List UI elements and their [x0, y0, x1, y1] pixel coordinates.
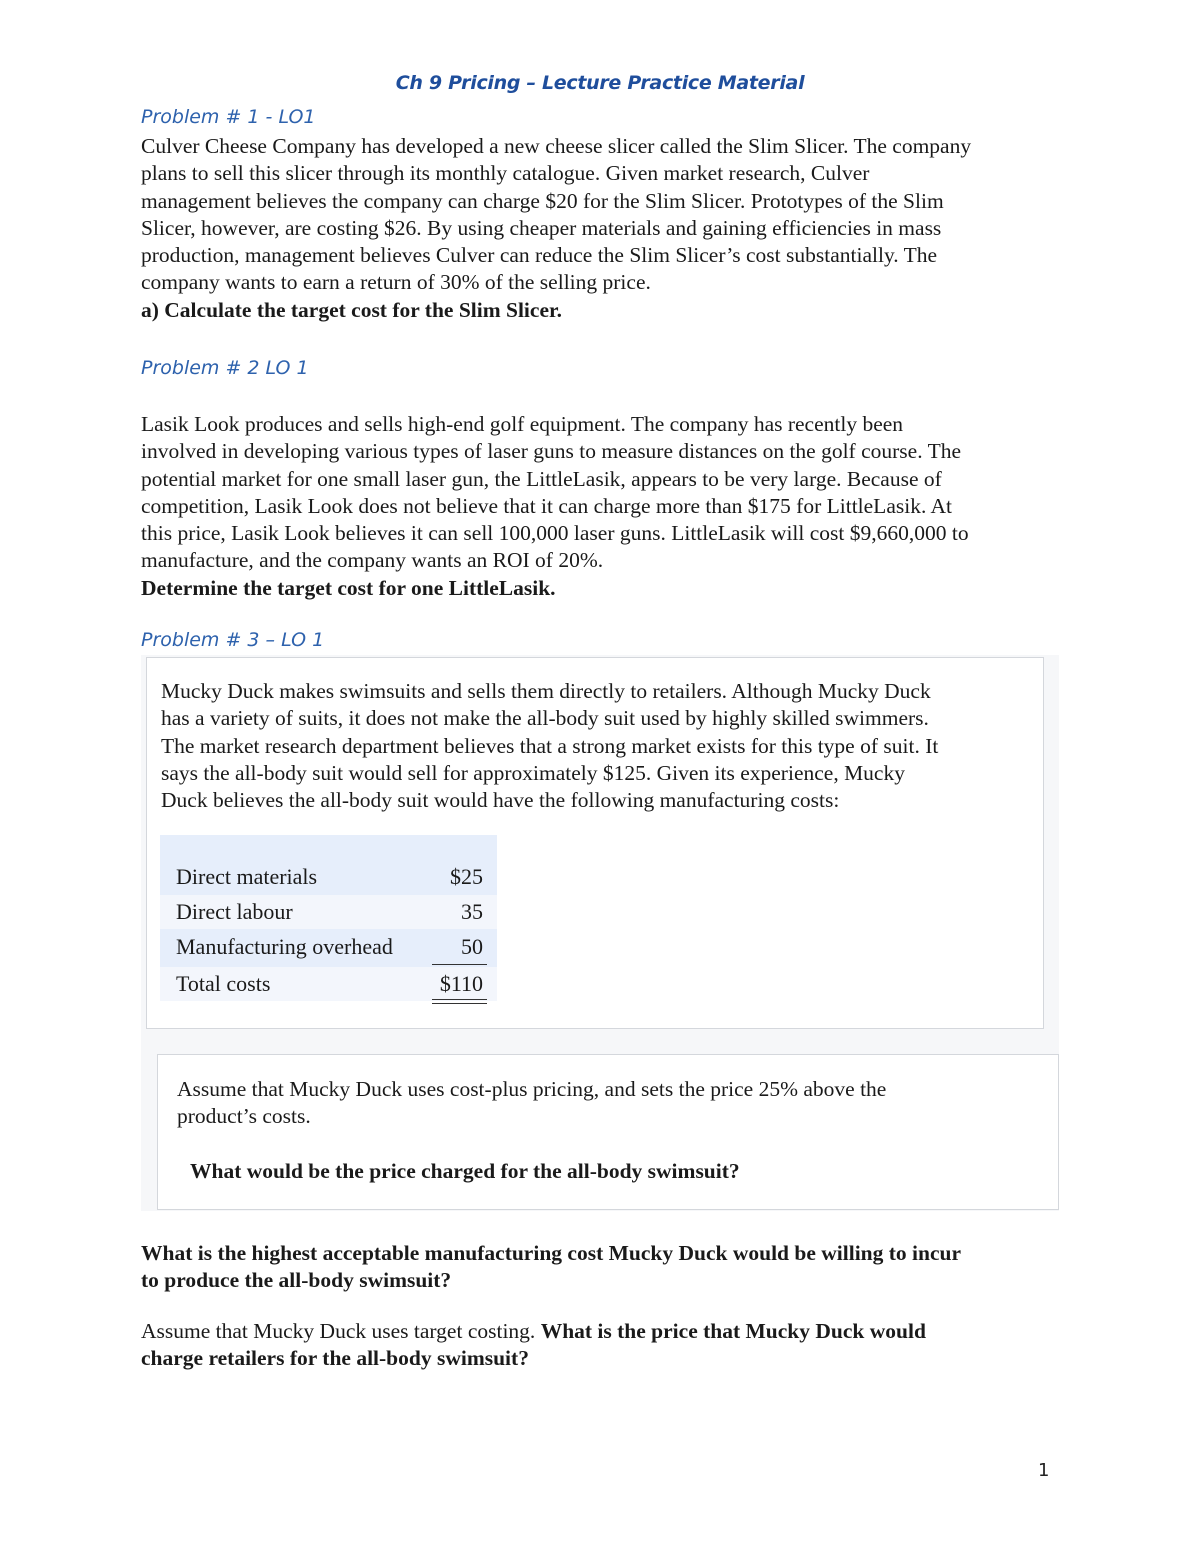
- cost-label: Manufacturing overhead: [176, 934, 393, 959]
- cost-row-manufacturing-overhead: [160, 930, 497, 964]
- cost-plus-line: Assume that Mucky Duck uses cost-plus pricing, and sets the price 25% above the: [177, 1077, 887, 1101]
- problem-1-line: Culver Cheese Company has developed a new cheese slicer called the Slim Slicer. The company: [141, 134, 972, 158]
- target-costing-question-part-1: What is the price that Mucky Duck would: [540, 1319, 926, 1343]
- target-costing-question-part-2: charge retailers for the all-body swimsuit?: [141, 1346, 529, 1371]
- cost-value: $110: [439, 971, 483, 996]
- problem-1-line: company wants to earn a return of 30% of the selling price.: [141, 270, 651, 295]
- problem-2-line: involved in developing various types of laser guns to measure distances on the golf course. The: [141, 439, 961, 464]
- cost-label: Direct labour: [176, 899, 293, 924]
- problem-2-line: manufacture, and the company wants an ROI of 20%.: [141, 548, 604, 573]
- problem-1-heading: Problem # 1 - LO1: [141, 106, 316, 128]
- cost-row-direct-labour: [160, 895, 497, 929]
- problem-3-line: Mucky Duck makes swimsuits and sells them directly to retailers. Although Mucky Duck: [161, 679, 931, 703]
- problem-1-line: Slicer, however, are costing $26. By using cheaper materials and gaining efficiencies in mass: [141, 215, 942, 240]
- highest-cost-question: [141, 1240, 1061, 1295]
- cost-row-direct-materials: [160, 860, 497, 894]
- cost-value: $25: [450, 864, 483, 889]
- problem-3-line: Duck believes the all-body suit would have the following manufacturing costs:: [161, 788, 840, 813]
- document-title: Ch 9 Pricing – Lecture Practice Material: [395, 72, 805, 94]
- problem-1-question: a) Calculate the target cost for the Slim Slicer.: [141, 297, 562, 322]
- problem-1-line: management believes the company can charge $20 for the Slim Slicer. Prototypes of the Slim: [141, 188, 944, 213]
- cost-table: [160, 835, 497, 1001]
- problem-3-line: The market research department believes that a strong market exists for this type of suit. It: [161, 733, 939, 758]
- problem-1-line: production, management believes Culver can reduce the Slim Slicer’s cost substantially. The: [141, 243, 938, 268]
- highest-cost-question-line: What is the highest acceptable manufacturing cost Mucky Duck would be willing to incur: [141, 1241, 962, 1265]
- cost-value: 35: [461, 899, 483, 924]
- cost-row-total-costs: [160, 967, 497, 1001]
- problem-3-heading: Problem # 3 – LO 1: [141, 629, 325, 651]
- cost-value: 50: [461, 934, 483, 959]
- problem-2-line: this price, Lasik Look believes it can sell 100,000 laser guns. LittleLasik will cost $9,660,000 to: [141, 521, 969, 546]
- problem-3-line: says the all-body suit would sell for approximately $125. Given its experience, Mucky: [161, 760, 905, 785]
- cost-plus-question: What would be the price charged for the all-body swimsuit?: [190, 1159, 740, 1183]
- page-number: 1: [1038, 1460, 1050, 1481]
- problem-2-body: [141, 411, 1061, 602]
- cost-label: Direct materials: [176, 864, 318, 889]
- problem-2-heading: Problem # 2 LO 1: [141, 357, 309, 379]
- cost-label: Total costs: [176, 971, 271, 996]
- problem-2-line: competition, Lasik Look does not believe that it can charge more than $175 for LittleLasik. At: [141, 493, 953, 518]
- target-costing-intro: Assume that Mucky Duck uses target costing.: [141, 1319, 536, 1343]
- problem-1-line: plans to sell this slicer through its monthly catalogue. Given market research, Culver: [141, 161, 870, 186]
- problem-3-body: [161, 678, 1041, 814]
- problem-2-line: Lasik Look produces and sells high-end golf equipment. The company has recently been: [141, 412, 904, 436]
- problem-2-question: Determine the target cost for one LittleLasik.: [141, 575, 556, 600]
- total-double-underline: [432, 999, 487, 1004]
- target-costing-question: [141, 1318, 1061, 1373]
- problem-1-body: [141, 133, 1061, 324]
- problem-3-line: has a variety of suits, it does not make the all-body suit used by highly skilled swimmers.: [161, 706, 929, 731]
- problem-2-line: potential market for one small laser gun, the LittleLasik, appears to be very large. Because of: [141, 466, 942, 491]
- cost-plus-text: [177, 1076, 1037, 1131]
- cost-plus-line: product’s costs.: [177, 1104, 311, 1129]
- target-costing-line-1: [141, 1318, 1061, 1345]
- subtotal-underline: [432, 964, 487, 965]
- highest-cost-question-line: to produce the all-body swimsuit?: [141, 1268, 452, 1293]
